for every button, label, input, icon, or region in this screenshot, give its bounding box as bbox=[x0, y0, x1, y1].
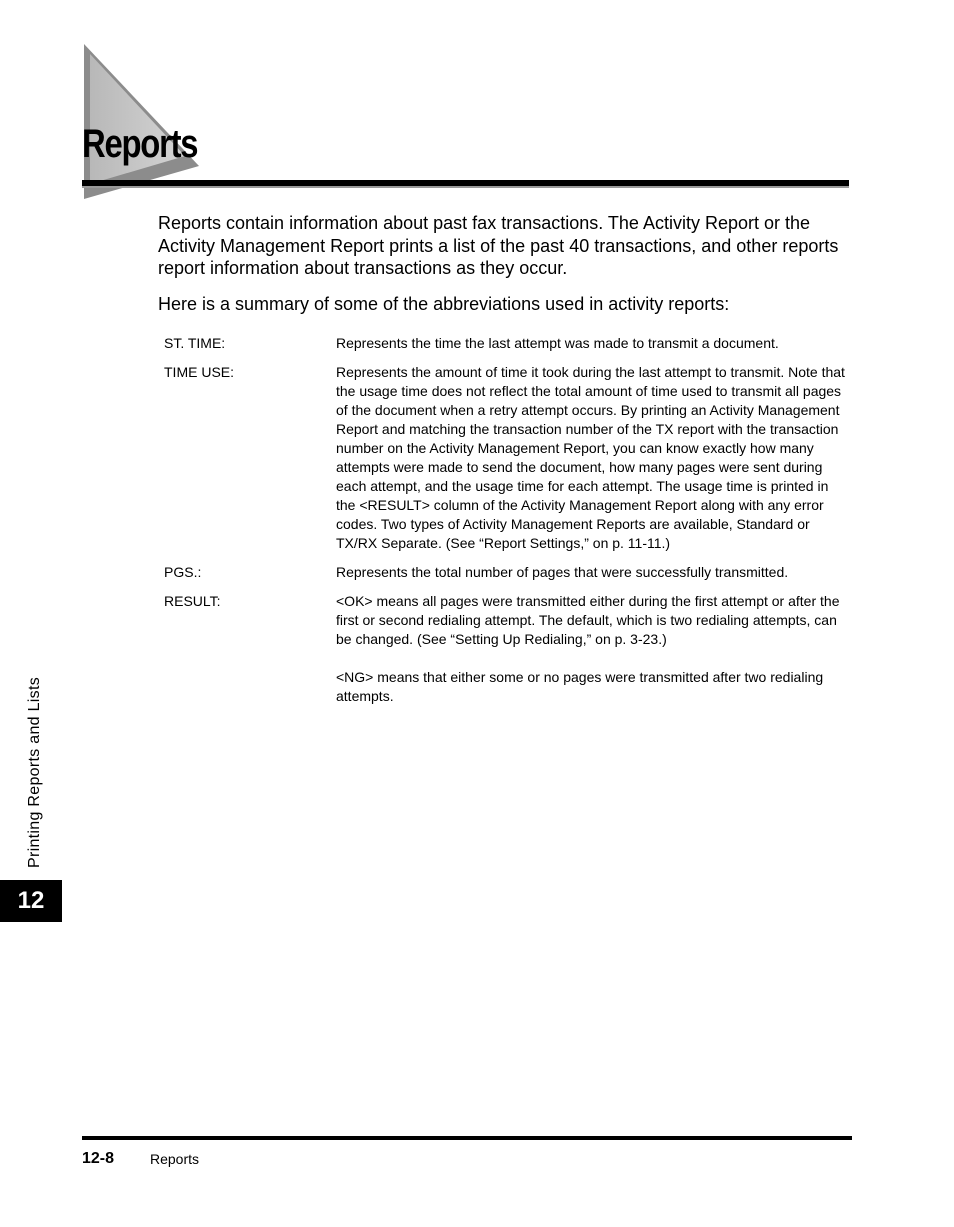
footer-rule bbox=[82, 1136, 852, 1140]
definition-description bbox=[336, 592, 848, 706]
definition-text: Represents the total number of pages that were successfully transmitted. bbox=[336, 564, 789, 580]
footer-section-name: Reports bbox=[150, 1151, 200, 1167]
definition-row-time-use bbox=[164, 363, 854, 553]
sidebar-section-label: Printing Reports and Lists bbox=[26, 676, 43, 868]
definition-row-result bbox=[164, 592, 854, 706]
abbreviation-list bbox=[164, 334, 854, 716]
chapter-tab bbox=[0, 880, 62, 922]
definition-text: <OK> means all pages were transmitted either during the first attempt or after the first or second redialing attempt. The default, which is two redialing attempts, can be changed. (See “Setting Up Redialing,” on p. 3-23.) bbox=[336, 593, 840, 647]
definition-text: Represents the amount of time it took during the last attempt to transmit. Note that the usage time does not reflect the total amount of time used to transmit all pages of the document when a retry attempt occurs. By printing an Activity Management Report and matching the transaction number of the TX report with the transaction number on the Activity Management Report, you can know exactly how many attempts were made to send the document, how many pages were sent during each attempt, and the usage time for each attempt. The usage time is printed in the <RESULT> column of the Activity Management Report along with any error codes. Two types of Activity Management Reports are available, Standard or TX/RX Separate. (See “Report Settings,” on p. 11-11.) bbox=[336, 364, 845, 551]
definition-row-pgs bbox=[164, 563, 854, 582]
definition-text: Represents the time the last attempt was made to transmit a document. bbox=[336, 335, 779, 351]
definition-term: TIME USE: bbox=[164, 364, 235, 380]
chapter-number: 12 bbox=[17, 887, 45, 914]
summary-paragraph: Here is a summary of some of the abbreviations used in activity reports: bbox=[158, 294, 730, 314]
page-title: Reports bbox=[82, 122, 198, 166]
definition-term: RESULT: bbox=[164, 593, 221, 609]
definition-term: PGS.: bbox=[164, 564, 202, 580]
intro-paragraph: Reports contain information about past fax transactions. The Activity Report or the Activity Management Report prints a list of the past 40 transactions, and other reports report information about transactions as they occur. bbox=[158, 213, 839, 278]
definition-description bbox=[336, 363, 848, 553]
definition-text: <NG> means that either some or no pages were transmitted after two redialing attempts. bbox=[336, 669, 824, 704]
definition-term: ST. TIME: bbox=[164, 335, 226, 351]
footer-page-number: 12-8 bbox=[82, 1150, 115, 1167]
definition-description bbox=[336, 563, 848, 582]
definition-row-st-time bbox=[164, 334, 854, 353]
definition-description bbox=[336, 334, 848, 353]
title-rule-shadow bbox=[82, 186, 849, 188]
